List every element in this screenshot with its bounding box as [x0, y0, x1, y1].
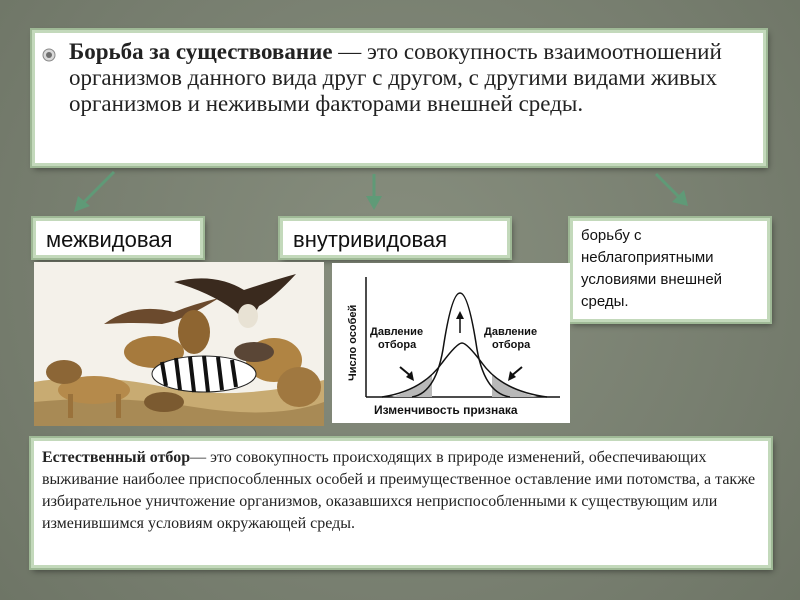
natural-selection-box: [31, 438, 771, 568]
arrow-left-icon: [70, 168, 120, 214]
interspecific-label: межвидовая: [33, 218, 203, 258]
abiotic-label: борьбу с неблагоприятными условиями внешней среды.: [570, 218, 770, 322]
bullet-icon: [42, 48, 56, 62]
natural-selection-term: Естественный отбор: [42, 449, 191, 466]
animals-illustration: [34, 262, 324, 426]
graph-ylabel: Число особей: [347, 304, 359, 381]
natural-selection-body: — это совокупность происходящих в природе изменений, обеспечивающих выживание наиболее приспособленных особей и преимущественное оставление ими потомства, а также избирательное уничтожение организмов, оказавшихся неприспособленными к существующим или изменившимся условиям окружающей среды.: [42, 449, 756, 532]
pressure-left-label: Давление отбора: [370, 326, 424, 351]
curve-wide: [382, 343, 547, 397]
arrow-middle-icon: [364, 172, 384, 212]
graph-xlabel: Изменчивость признака: [374, 403, 518, 417]
selection-graph: [332, 263, 570, 423]
definition-text: [69, 39, 749, 117]
intraspecific-label: внутривидовая: [280, 218, 510, 258]
definition-body: — это совокупность взаимоотношений организмов данного вида друг с другом, с другими видами живых организмов и неживыми факторами внешней среды.: [69, 39, 722, 116]
definition-term: Борьба за существование: [69, 39, 333, 64]
arrow-right-icon: [652, 170, 692, 208]
definition-box: [32, 30, 766, 166]
pressure-right-label: Давление отбора: [484, 326, 538, 351]
